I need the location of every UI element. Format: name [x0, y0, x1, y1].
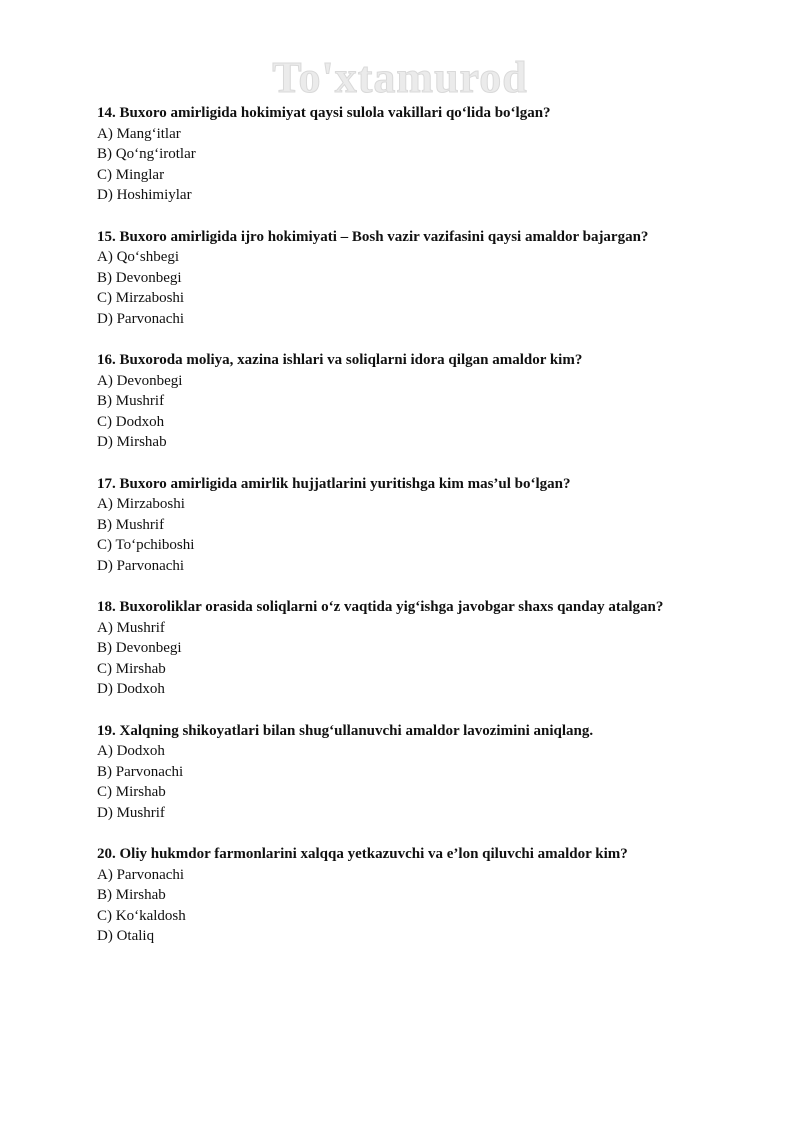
- option-a: A) Parvonachi: [97, 866, 185, 883]
- question-text: 14. Buxoro amirligida hokimiyat qaysi sulola vakillari qo‘lida bo‘lgan?: [97, 105, 551, 121]
- option-b: B) Mushrif: [97, 516, 165, 533]
- option-list: [97, 247, 717, 329]
- option-a: A) Dodxoh: [97, 743, 165, 759]
- question-text: 18. Buxoroliklar orasida soliqlarni o‘z vaqtida yig‘ishga javobgar shaxs qanday atalgan?: [97, 599, 664, 615]
- option-b: B) Devonbegi: [97, 640, 182, 656]
- option-list: [97, 741, 717, 823]
- option-c: C) To‘pchiboshi: [97, 537, 195, 553]
- question-text: 19. Xalqning shikoyatlari bilan shug‘ullanuvchi amaldor lavozimini aniqlang.: [97, 722, 594, 739]
- option-a: A) Mang‘itlar: [97, 125, 181, 142]
- option-a: A) Mirzaboshi: [97, 496, 185, 512]
- option-a: A) Mushrif: [97, 619, 165, 636]
- option-d: D) Otaliq: [97, 928, 155, 944]
- option-c: C) Ko‘kaldosh: [97, 907, 186, 924]
- option-list: [97, 494, 717, 576]
- option-a: A) Qo‘shbegi: [97, 249, 180, 265]
- option-c: C) Mirshab: [97, 660, 166, 677]
- question-text: 15. Buxoro amirligida ijro hokimiyati – Bosh vazir vazifasini qaysi amaldor bajargan?: [97, 228, 649, 245]
- question-16: [97, 350, 717, 453]
- option-c: C) Mirzaboshi: [97, 290, 185, 306]
- option-c: C) Minglar: [97, 166, 165, 183]
- question-15: [97, 227, 717, 330]
- option-list: [97, 371, 717, 453]
- option-list: [97, 865, 717, 947]
- watermark: To'xtamurod: [272, 53, 528, 102]
- question-text: 20. Oliy hukmdor farmonlarini xalqqa yetkazuvchi va e’lon qiluvchi amaldor kim?: [97, 846, 628, 862]
- option-d: D) Mushrif: [97, 804, 165, 821]
- option-b: B) Devonbegi: [97, 269, 182, 286]
- option-list: [97, 618, 717, 700]
- option-b: B) Mushrif: [97, 393, 165, 409]
- option-d: D) Dodxoh: [97, 681, 165, 697]
- option-d: D) Parvonachi: [97, 557, 185, 574]
- question-18: [97, 597, 717, 700]
- option-d: D) Hoshimiylar: [97, 187, 192, 203]
- option-c: C) Dodxoh: [97, 413, 165, 430]
- question-17: [97, 474, 717, 577]
- question-20: [97, 844, 717, 947]
- option-c: C) Mirshab: [97, 784, 166, 800]
- question-text: 16. Buxoroda moliya, xazina ishlari va soliqlarni idora qilgan amaldor kim?: [97, 352, 583, 368]
- option-a: A) Devonbegi: [97, 372, 183, 389]
- option-list: [97, 124, 717, 206]
- option-b: B) Qo‘ng‘irotlar: [97, 146, 196, 162]
- question-list: [97, 103, 717, 968]
- question-text: 17. Buxoro amirligida amirlik hujjatlarini yuritishga kim mas’ul bo‘lgan?: [97, 475, 571, 492]
- option-d: D) Mirshab: [97, 434, 167, 450]
- option-b: B) Mirshab: [97, 887, 166, 903]
- question-19: [97, 721, 717, 824]
- question-14: [97, 103, 717, 206]
- option-b: B) Parvonachi: [97, 763, 184, 780]
- option-d: D) Parvonachi: [97, 310, 185, 327]
